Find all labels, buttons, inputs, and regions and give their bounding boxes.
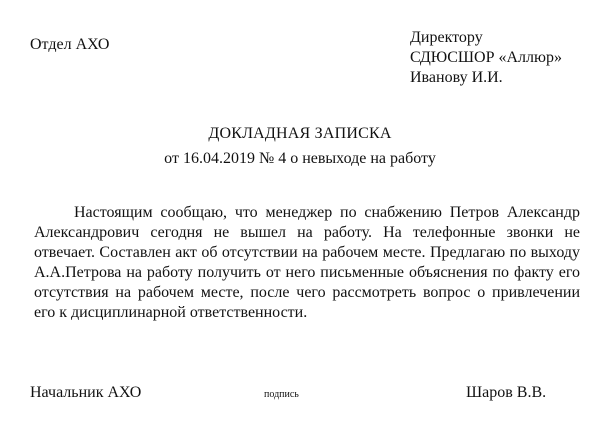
document-body: Настоящим сообщаю, что менеджер по снабжению Петров Александр Александрович сегодня не вышел на работу. На телефонные звонки не отвечает. Составлен акт об отсутствии на рабочем месте. Предлагаю по выходу А.А.Петрова на работу получить от него письменные объяснения по факту его отсутствия на рабочем месте, после чего рассмотреть вопрос о привлечении его к дисциплинарной ответственности. <box>34 204 580 321</box>
recipient-line: Директору <box>410 29 483 46</box>
document-title: ДОКЛАДНАЯ ЗАПИСКА <box>208 125 392 142</box>
recipient-line: СДЮСШОР «Аллюр» <box>410 49 562 66</box>
signatory-name: Шаров В.В. <box>466 384 547 401</box>
signatory-position: Начальник АХО <box>30 384 142 401</box>
signature-placeholder: подпись <box>264 389 299 400</box>
document-subtitle: от 16.04.2019 № 4 о невыходе на работу <box>164 150 436 167</box>
recipient-line: Иванову И.И. <box>410 69 503 86</box>
recipient-block <box>410 28 562 88</box>
department-label: Отдел АХО <box>30 36 110 53</box>
